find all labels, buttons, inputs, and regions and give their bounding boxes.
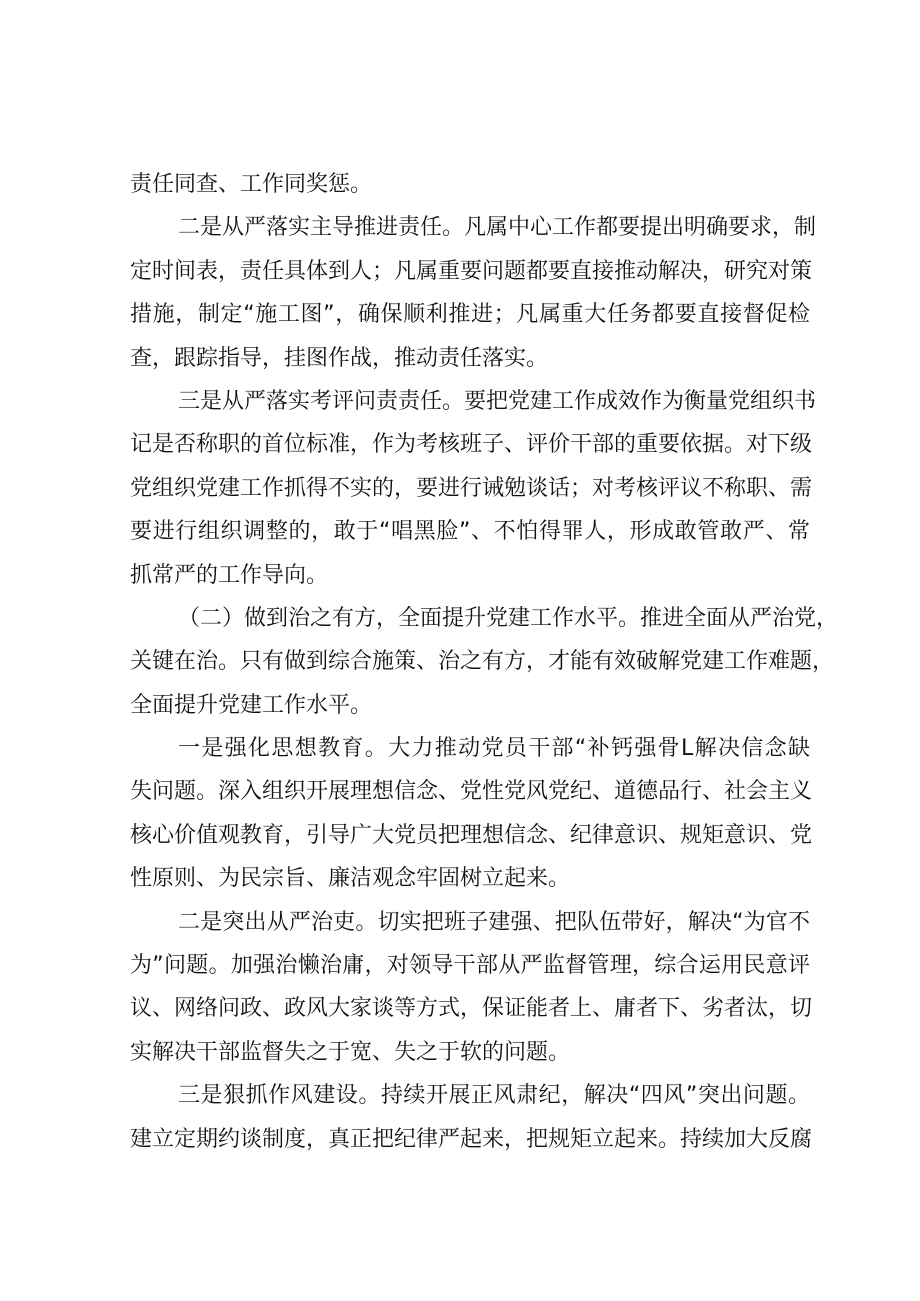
text-line: 抓常严的工作导向。: [130, 562, 329, 588]
text-line: 二是突出从严治吏。切实把班子建强、把队伍带好，解决“为官不: [178, 909, 810, 935]
text-line: 关键在治。只有做到综合施策、治之有方，才能有效破解党建工作难题，: [130, 649, 835, 675]
text-line: 责任同查、工作同奖惩。: [130, 172, 373, 197]
text-line: 失问题。深入组织开展理想信念、党性党风党纪、道德品行、社会主义: [130, 779, 813, 805]
text-line: 为”问题。加强治懒治庸，对领导干部从严监督管理，综合运用民意评: [130, 953, 810, 979]
text-line: 实解决干部监督失之于宽、失之于软的问题。: [130, 1039, 571, 1065]
text-line: 三是狠抓作风建设。持续开展正风肃纪，解决“四风”突出问题。: [178, 1083, 810, 1109]
text-line: 性原则、为民宗旨、廉洁观念牢固树立起来。: [130, 866, 571, 892]
text-line: 二是从严落实主导推进责任。凡属中心工作都要提出明确要求，制: [178, 215, 817, 241]
text-line: 核心价值观教育，引导广大党员把理想信念、纪律意识、规矩意识、党: [130, 822, 813, 848]
text-line: 建立定期约谈制度，真正把纪律严起来，把规矩立起来。持续加大反腐: [130, 1126, 813, 1152]
text-line: 全面提升党建工作水平。: [130, 692, 373, 718]
document-body: [130, 163, 839, 1161]
text-line: 三是从严落实考评问责责任。要把党建工作成效作为衡量党组织书: [178, 388, 817, 414]
text-line: 议、网络问政、政风大家谈等方式，保证能者上、庸者下、劣者汰，切: [130, 996, 813, 1022]
text-line: 措施，制定“施工图”，确保顺利推进；凡属重大任务都要直接督促检: [130, 302, 810, 328]
text-line: 定时间表，责任具体到人；凡属重要问题都要直接推动解决，研究对策: [130, 258, 813, 284]
text-line: 查，跟踪指导，挂图作战，推动责任落实。: [130, 345, 549, 371]
text-line: 记是否称职的首位标准，作为考核班子、评价干部的重要依据。对下级: [130, 432, 813, 458]
text-line: 要进行组织调整的，敢于“唱黑脸”、不怕得罪人，形成敢管敢严、常: [130, 519, 810, 545]
text-line: （二）做到治之有方，全面提升党建工作水平。推进全面从严治党，: [178, 605, 839, 631]
text-line: 党组织党建工作抓得不实的，要进行诫勉谈话；对考核评议不称职、需: [130, 475, 813, 501]
text-line: 一是强化思想教育。大力推动党员干部“补钙强骨L解决信念缺: [178, 736, 811, 762]
